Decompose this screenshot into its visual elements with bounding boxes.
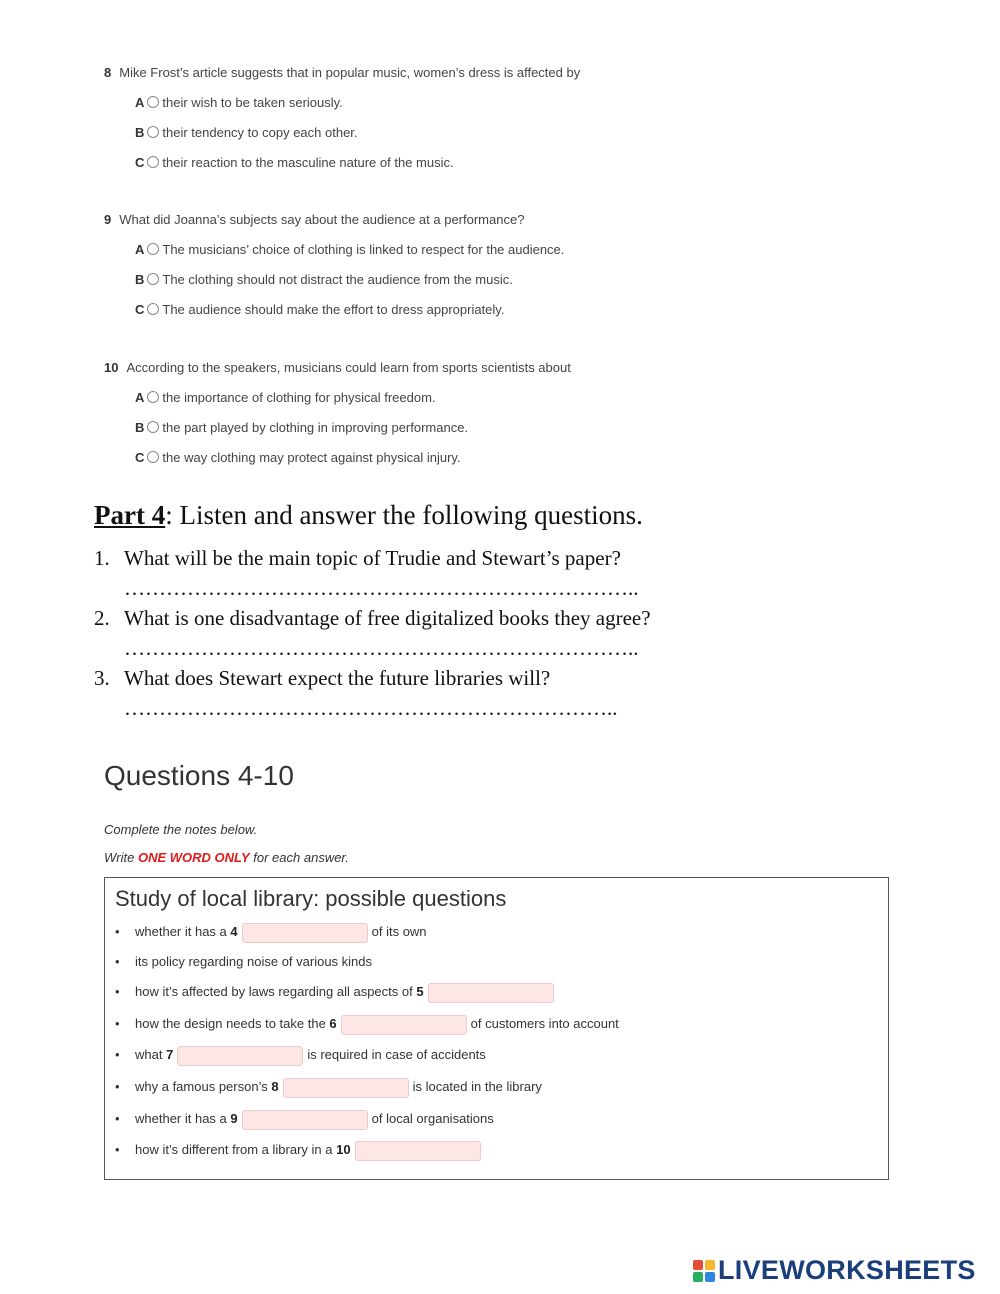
question-text: What did Joanna’s subjects say about the audience at a performance? — [119, 212, 525, 227]
bullet-icon: • — [115, 1047, 120, 1062]
notes-box — [104, 877, 889, 1180]
radio-icon[interactable] — [147, 451, 159, 463]
option-9a[interactable]: A The musicians’ choice of clothing is linked to respect for the audience. — [135, 242, 565, 257]
answer-input-10[interactable] — [355, 1141, 481, 1161]
bullet-icon: • — [115, 1142, 120, 1157]
option-10c[interactable]: C the way clothing may protect against physical injury. — [135, 450, 461, 465]
liveworksheets-logo[interactable]: LIVEWORKSHEETS — [693, 1255, 976, 1286]
part-4-section — [94, 500, 651, 723]
note-item-4: • whether it has a 4 of its own — [115, 921, 427, 943]
note-item-7: • what 7 is required in case of accidents — [115, 1044, 486, 1066]
question-text: Mike Frost’s article suggests that in popular music, women’s dress is affected by — [119, 65, 581, 80]
answer-line[interactable]: ……………………………………………………………….. — [124, 636, 639, 660]
bullet-icon: • — [115, 984, 120, 999]
section-heading: Questions 4-10 — [104, 760, 294, 791]
logo-mark-icon — [693, 1260, 715, 1282]
option-8a[interactable]: A their wish to be taken seriously. — [135, 95, 343, 110]
note-item-6: • how the design needs to take the 6 of customers into account — [115, 1013, 619, 1035]
mcq-question-10 — [104, 360, 571, 466]
radio-icon[interactable] — [147, 303, 159, 315]
question-number: 10 — [104, 360, 119, 375]
bullet-icon: • — [115, 1016, 120, 1031]
radio-icon[interactable] — [147, 126, 159, 138]
radio-icon[interactable] — [147, 96, 159, 108]
option-9b[interactable]: B The clothing should not distract the audience from the music. — [135, 272, 513, 287]
question-number: 8 — [104, 65, 112, 80]
list-item: 2. What is one disadvantage of free digitalized books they agree? ……………………………………………………………….. — [94, 603, 651, 663]
bullet-icon: • — [115, 1079, 120, 1094]
part-4-question-list — [94, 543, 651, 723]
radio-icon[interactable] — [147, 243, 159, 255]
answer-input-4[interactable] — [242, 923, 368, 943]
answer-input-9[interactable] — [242, 1110, 368, 1130]
bullet-icon: • — [115, 1111, 120, 1126]
note-item-noise: • its policy regarding noise of various kinds — [115, 951, 372, 973]
radio-icon[interactable] — [147, 156, 159, 168]
option-8c[interactable]: C their reaction to the masculine nature of the music. — [135, 155, 454, 170]
radio-icon[interactable] — [147, 273, 159, 285]
note-item-10: • how it’s different from a library in a 10 — [115, 1139, 485, 1161]
option-10a[interactable]: A the importance of clothing for physical freedom. — [135, 390, 436, 405]
answer-input-6[interactable] — [341, 1015, 467, 1035]
note-item-9: • whether it has a 9 of local organisations — [115, 1108, 494, 1130]
answer-input-5[interactable] — [428, 983, 554, 1003]
note-item-5: • how it’s affected by laws regarding all aspects of 5 — [115, 981, 558, 1003]
option-9c[interactable]: C The audience should make the effort to dress appropriately. — [135, 302, 505, 317]
option-8b[interactable]: B their tendency to copy each other. — [135, 125, 358, 140]
list-item: 3. What does Stewart expect the future libraries will? …………………………………………………………….. — [94, 663, 651, 723]
answer-line[interactable]: …………………………………………………………….. — [124, 696, 618, 720]
note-item-8: • why a famous person’s 8 is located in the library — [115, 1076, 542, 1098]
answer-input-8[interactable] — [283, 1078, 409, 1098]
answer-line[interactable]: ……………………………………………………………….. — [124, 576, 639, 600]
notes-title: Study of local library: possible questions — [115, 886, 507, 911]
bullet-icon: • — [115, 924, 120, 939]
radio-icon[interactable] — [147, 391, 159, 403]
instruction-complete: Complete the notes below. — [104, 822, 258, 837]
question-number: 9 — [104, 212, 112, 227]
answer-input-7[interactable] — [177, 1046, 303, 1066]
option-10b[interactable]: B the part played by clothing in improving performance. — [135, 420, 469, 435]
part-4-heading: Part 4: Listen and answer the following questions. — [94, 500, 643, 530]
radio-icon[interactable] — [147, 421, 159, 433]
instruction-word-limit: Write ONE WORD ONLY for each answer. — [104, 850, 349, 865]
mcq-question-9 — [104, 212, 564, 318]
mcq-question-8 — [104, 65, 580, 171]
question-text: According to the speakers, musicians could learn from sports scientists about — [126, 360, 571, 375]
bullet-icon: • — [115, 954, 120, 969]
list-item: 1. What will be the main topic of Trudie and Stewart’s paper? ……………………………………………………………….. — [94, 543, 651, 603]
